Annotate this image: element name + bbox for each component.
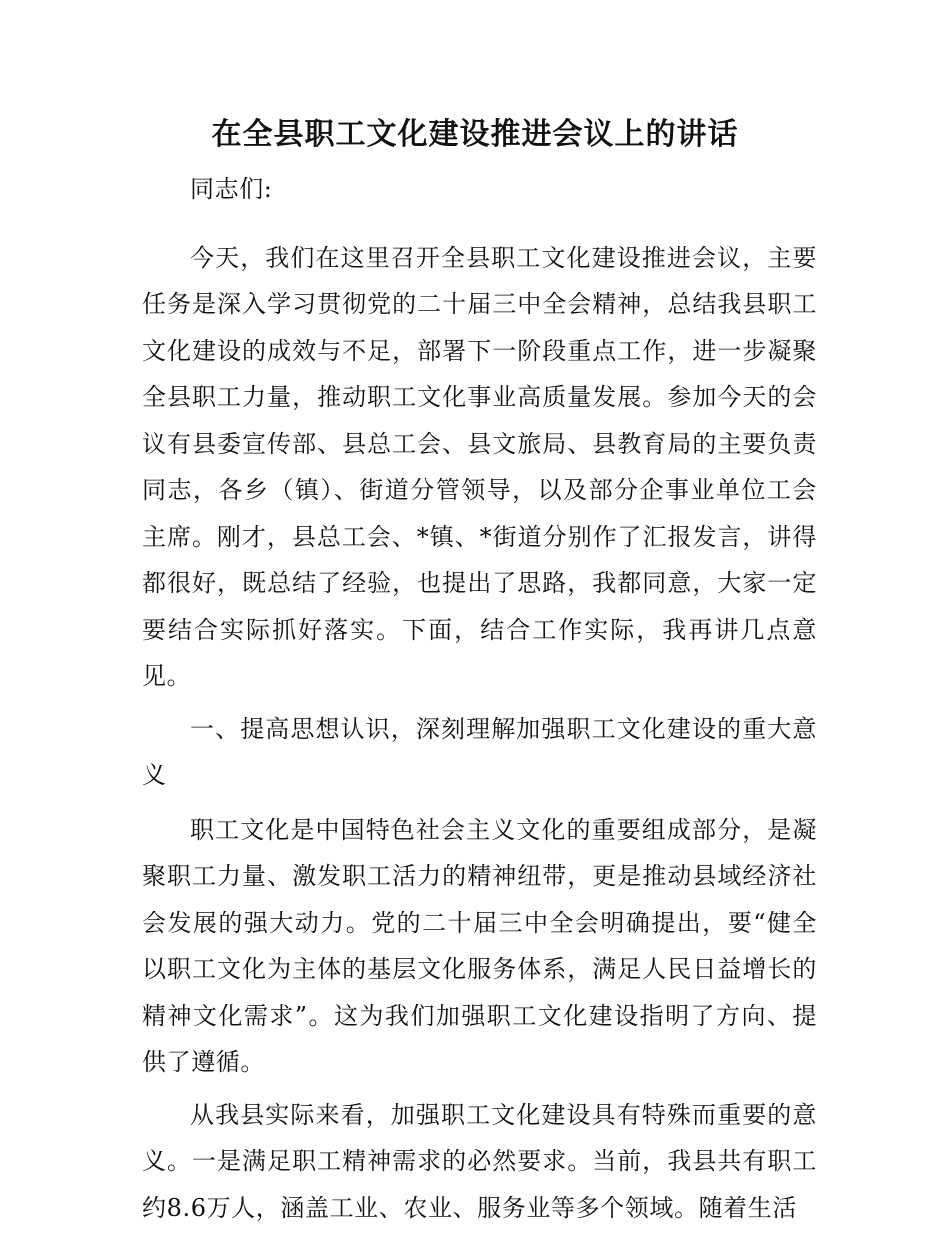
paragraph-opening: 今天，我们在这里召开全县职工文化建设推进会议，主要任务是深入学习贯彻党的二十届三中全会精神，总结我县职工文化建设的成效与不足，部署下一阶段重点工作，进一步凝聚全县职工力量，推动职工文化事业高质量发展。参加今天的会议有县委宣传部、县总工会、县文旅局、县教育局的主要负责同志，各乡（镇）、街道分管领导，以及部分企事业单位工会主席。刚才，县总工会、*镇、*街道分别作了汇报发言，讲得都很好，既总结了经验，也提出了思路，我都同意，大家一定要结合实际抓好落实。下面，结合工作实际，我再讲几点意见。 xyxy=(142,243,817,690)
document-title: 在全县职工文化建设推进会议上的讲话 xyxy=(211,117,739,152)
paragraph-significance: 职工文化是中国特色社会主义文化的重要组成部分，是凝聚职工力量、激发职工活力的精神纽带，更是推动县域经济社会发展的强大动力。党的二十届三中全会明确提出，要“健全以职工文化为主体的基层文化服务体系，满足人民日益增长的精神文化需求”。这为我们加强职工文化建设指明了方向、提供了遵循。 xyxy=(142,815,817,1076)
paragraph-county-reality: 从我县实际来看，加强职工文化建设具有特殊而重要的意义。一是满足职工精神需求的必然要求。当前，我县共有职工约8.6万人，涵盖工业、农业、服务业等多个领域。随着生活 xyxy=(142,1100,817,1222)
section-heading-1: 一、提高思想认识，深刻理解加强职工文化建设的重大意义 xyxy=(142,714,817,789)
salutation: 同志们: xyxy=(190,175,273,203)
document-body xyxy=(142,166,817,1237)
